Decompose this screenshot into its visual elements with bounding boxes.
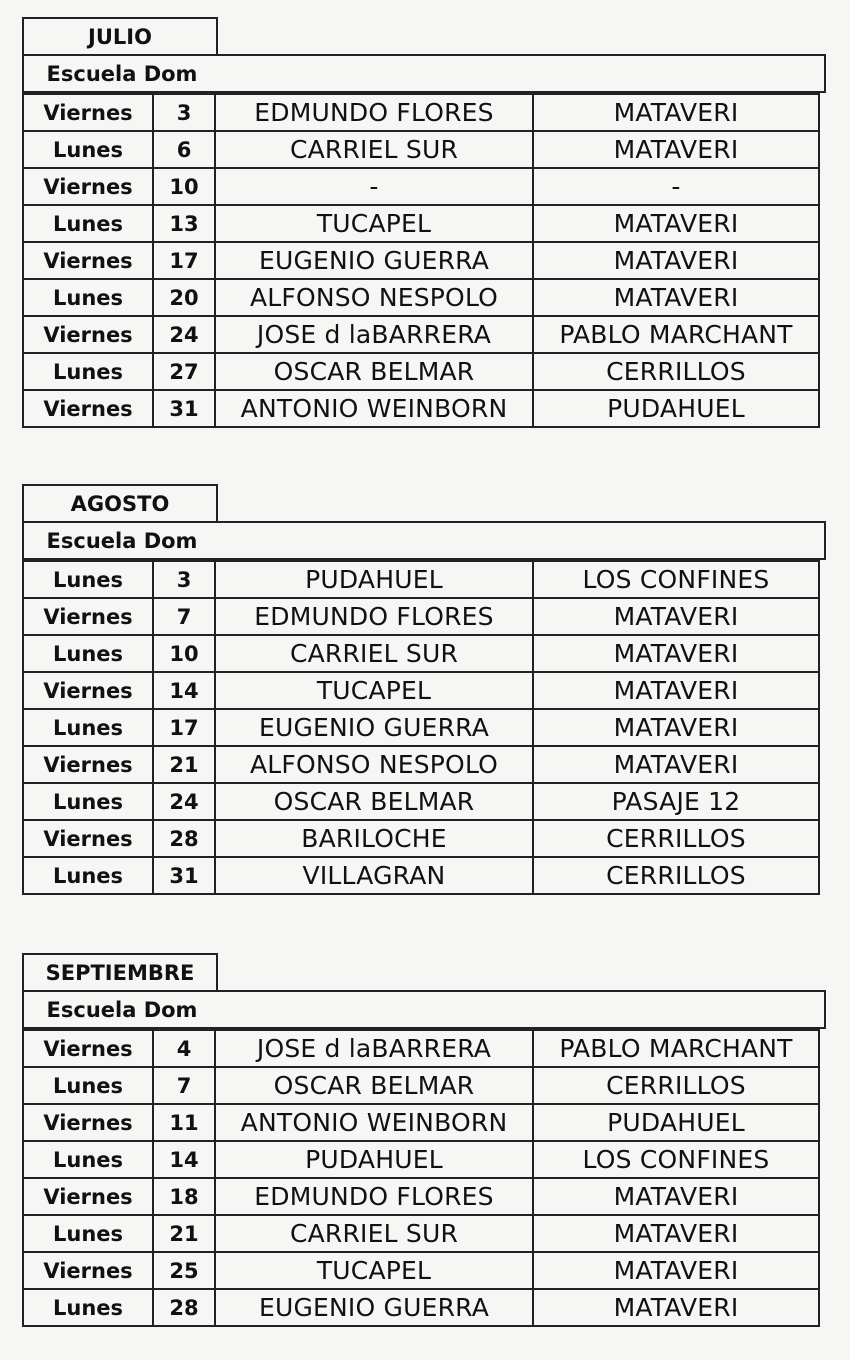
location-cell: EUGENIO GUERRA: [214, 241, 534, 280]
date-number-cell: 27: [152, 352, 216, 391]
table-row: [22, 1140, 826, 1179]
date-number-cell: 11: [152, 1103, 216, 1142]
location-cell: EDMUNDO FLORES: [214, 597, 534, 636]
destination-cell: PUDAHUEL: [532, 1103, 820, 1142]
table-row: [22, 93, 826, 132]
day-cell: Viernes: [22, 1103, 154, 1142]
escuela-dom-header: [22, 54, 826, 93]
day-cell: Viernes: [22, 745, 154, 784]
day-cell: Lunes: [22, 130, 154, 169]
date-number-cell: 17: [152, 708, 216, 747]
destination-cell: MATAVERI: [532, 671, 820, 710]
day-cell: Viernes: [22, 597, 154, 636]
location-cell: JOSE d laBARRERA: [214, 315, 534, 354]
table-row: [22, 708, 826, 747]
date-number-cell: 31: [152, 856, 216, 895]
month-table-septiembre: [22, 953, 826, 1327]
day-cell: Lunes: [22, 782, 154, 821]
table-row: [22, 352, 826, 391]
destination-cell: MATAVERI: [532, 634, 820, 673]
day-cell: Viernes: [22, 1177, 154, 1216]
table-row: [22, 315, 826, 354]
day-cell: Lunes: [22, 708, 154, 747]
destination-cell: CERRILLOS: [532, 352, 820, 391]
day-cell: Viernes: [22, 1251, 154, 1290]
escuela-dom-label: Escuela Dom: [46, 61, 198, 86]
location-cell: CARRIEL SUR: [214, 634, 534, 673]
table-row: [22, 278, 826, 317]
location-cell: BARILOCHE: [214, 819, 534, 858]
escuela-dom-label: Escuela Dom: [46, 528, 198, 553]
destination-cell: MATAVERI: [532, 745, 820, 784]
date-number-cell: 3: [152, 93, 216, 132]
destination-cell: LOS CONFINES: [532, 1140, 820, 1179]
date-number-cell: 28: [152, 819, 216, 858]
destination-cell: CERRILLOS: [532, 819, 820, 858]
destination-cell: PABLO MARCHANT: [532, 315, 820, 354]
day-cell: Lunes: [22, 1288, 154, 1327]
table-row: [22, 130, 826, 169]
location-cell: EUGENIO GUERRA: [214, 1288, 534, 1327]
location-cell: EDMUNDO FLORES: [214, 1177, 534, 1216]
date-number-cell: 7: [152, 597, 216, 636]
day-cell: Lunes: [22, 278, 154, 317]
month-title: SEPTIEMBRE: [22, 953, 218, 992]
date-number-cell: 10: [152, 634, 216, 673]
location-cell: ALFONSO NESPOLO: [214, 278, 534, 317]
day-cell: Lunes: [22, 560, 154, 599]
location-cell: CARRIEL SUR: [214, 1214, 534, 1253]
day-cell: Lunes: [22, 1214, 154, 1253]
table-row: [22, 1214, 826, 1253]
destination-cell: MATAVERI: [532, 278, 820, 317]
day-cell: Lunes: [22, 352, 154, 391]
day-cell: Viernes: [22, 167, 154, 206]
table-row: [22, 389, 826, 428]
date-number-cell: 28: [152, 1288, 216, 1327]
table-row: [22, 1251, 826, 1290]
date-number-cell: 14: [152, 671, 216, 710]
date-number-cell: 24: [152, 315, 216, 354]
day-cell: Lunes: [22, 204, 154, 243]
location-cell: EDMUNDO FLORES: [214, 93, 534, 132]
table-row: [22, 597, 826, 636]
location-cell: TUCAPEL: [214, 1251, 534, 1290]
location-cell: OSCAR BELMAR: [214, 782, 534, 821]
location-cell: ANTONIO WEINBORN: [214, 389, 534, 428]
date-number-cell: 14: [152, 1140, 216, 1179]
date-number-cell: 21: [152, 1214, 216, 1253]
location-cell: PUDAHUEL: [214, 560, 534, 599]
destination-cell: LOS CONFINES: [532, 560, 820, 599]
destination-cell: MATAVERI: [532, 204, 820, 243]
date-number-cell: 18: [152, 1177, 216, 1216]
destination-cell: PASAJE 12: [532, 782, 820, 821]
destination-cell: CERRILLOS: [532, 856, 820, 895]
location-cell: VILLAGRAN: [214, 856, 534, 895]
destination-cell: MATAVERI: [532, 1251, 820, 1290]
table-row: [22, 1066, 826, 1105]
destination-cell: MATAVERI: [532, 1288, 820, 1327]
date-number-cell: 4: [152, 1029, 216, 1068]
date-number-cell: 6: [152, 130, 216, 169]
destination-cell: MATAVERI: [532, 1177, 820, 1216]
date-number-cell: 17: [152, 241, 216, 280]
day-cell: Viernes: [22, 1029, 154, 1068]
day-cell: Lunes: [22, 1140, 154, 1179]
escuela-dom-header: [22, 521, 826, 560]
table-row: [22, 1288, 826, 1327]
day-cell: Viernes: [22, 819, 154, 858]
location-cell: ALFONSO NESPOLO: [214, 745, 534, 784]
destination-cell: MATAVERI: [532, 597, 820, 636]
date-number-cell: 21: [152, 745, 216, 784]
table-row: [22, 634, 826, 673]
date-number-cell: 13: [152, 204, 216, 243]
month-title: JULIO: [22, 17, 218, 56]
month-table-julio: [22, 17, 826, 428]
table-row: [22, 856, 826, 895]
location-cell: JOSE d laBARRERA: [214, 1029, 534, 1068]
destination-cell: CERRILLOS: [532, 1066, 820, 1105]
table-row: [22, 1177, 826, 1216]
destination-cell: MATAVERI: [532, 241, 820, 280]
date-number-cell: 20: [152, 278, 216, 317]
table-row: [22, 167, 826, 206]
day-cell: Viernes: [22, 671, 154, 710]
destination-cell: -: [532, 167, 820, 206]
day-cell: Viernes: [22, 389, 154, 428]
location-cell: -: [214, 167, 534, 206]
date-number-cell: 24: [152, 782, 216, 821]
destination-cell: MATAVERI: [532, 130, 820, 169]
day-cell: Lunes: [22, 856, 154, 895]
location-cell: TUCAPEL: [214, 671, 534, 710]
destination-cell: MATAVERI: [532, 708, 820, 747]
location-cell: OSCAR BELMAR: [214, 1066, 534, 1105]
table-row: [22, 204, 826, 243]
table-row: [22, 1029, 826, 1068]
location-cell: EUGENIO GUERRA: [214, 708, 534, 747]
location-cell: TUCAPEL: [214, 204, 534, 243]
date-number-cell: 25: [152, 1251, 216, 1290]
table-row: [22, 241, 826, 280]
location-cell: PUDAHUEL: [214, 1140, 534, 1179]
day-cell: Lunes: [22, 634, 154, 673]
day-cell: Viernes: [22, 93, 154, 132]
destination-cell: PABLO MARCHANT: [532, 1029, 820, 1068]
date-number-cell: 3: [152, 560, 216, 599]
destination-cell: MATAVERI: [532, 93, 820, 132]
day-cell: Viernes: [22, 241, 154, 280]
date-number-cell: 7: [152, 1066, 216, 1105]
month-table-agosto: [22, 484, 826, 895]
table-row: [22, 671, 826, 710]
month-title: AGOSTO: [22, 484, 218, 523]
date-number-cell: 10: [152, 167, 216, 206]
table-row: [22, 819, 826, 858]
table-row: [22, 745, 826, 784]
day-cell: Viernes: [22, 315, 154, 354]
escuela-dom-label: Escuela Dom: [46, 997, 198, 1022]
location-cell: CARRIEL SUR: [214, 130, 534, 169]
escuela-dom-header: [22, 990, 826, 1029]
location-cell: OSCAR BELMAR: [214, 352, 534, 391]
destination-cell: PUDAHUEL: [532, 389, 820, 428]
table-row: [22, 1103, 826, 1142]
location-cell: ANTONIO WEINBORN: [214, 1103, 534, 1142]
date-number-cell: 31: [152, 389, 216, 428]
destination-cell: MATAVERI: [532, 1214, 820, 1253]
day-cell: Lunes: [22, 1066, 154, 1105]
table-row: [22, 782, 826, 821]
table-row: [22, 560, 826, 599]
